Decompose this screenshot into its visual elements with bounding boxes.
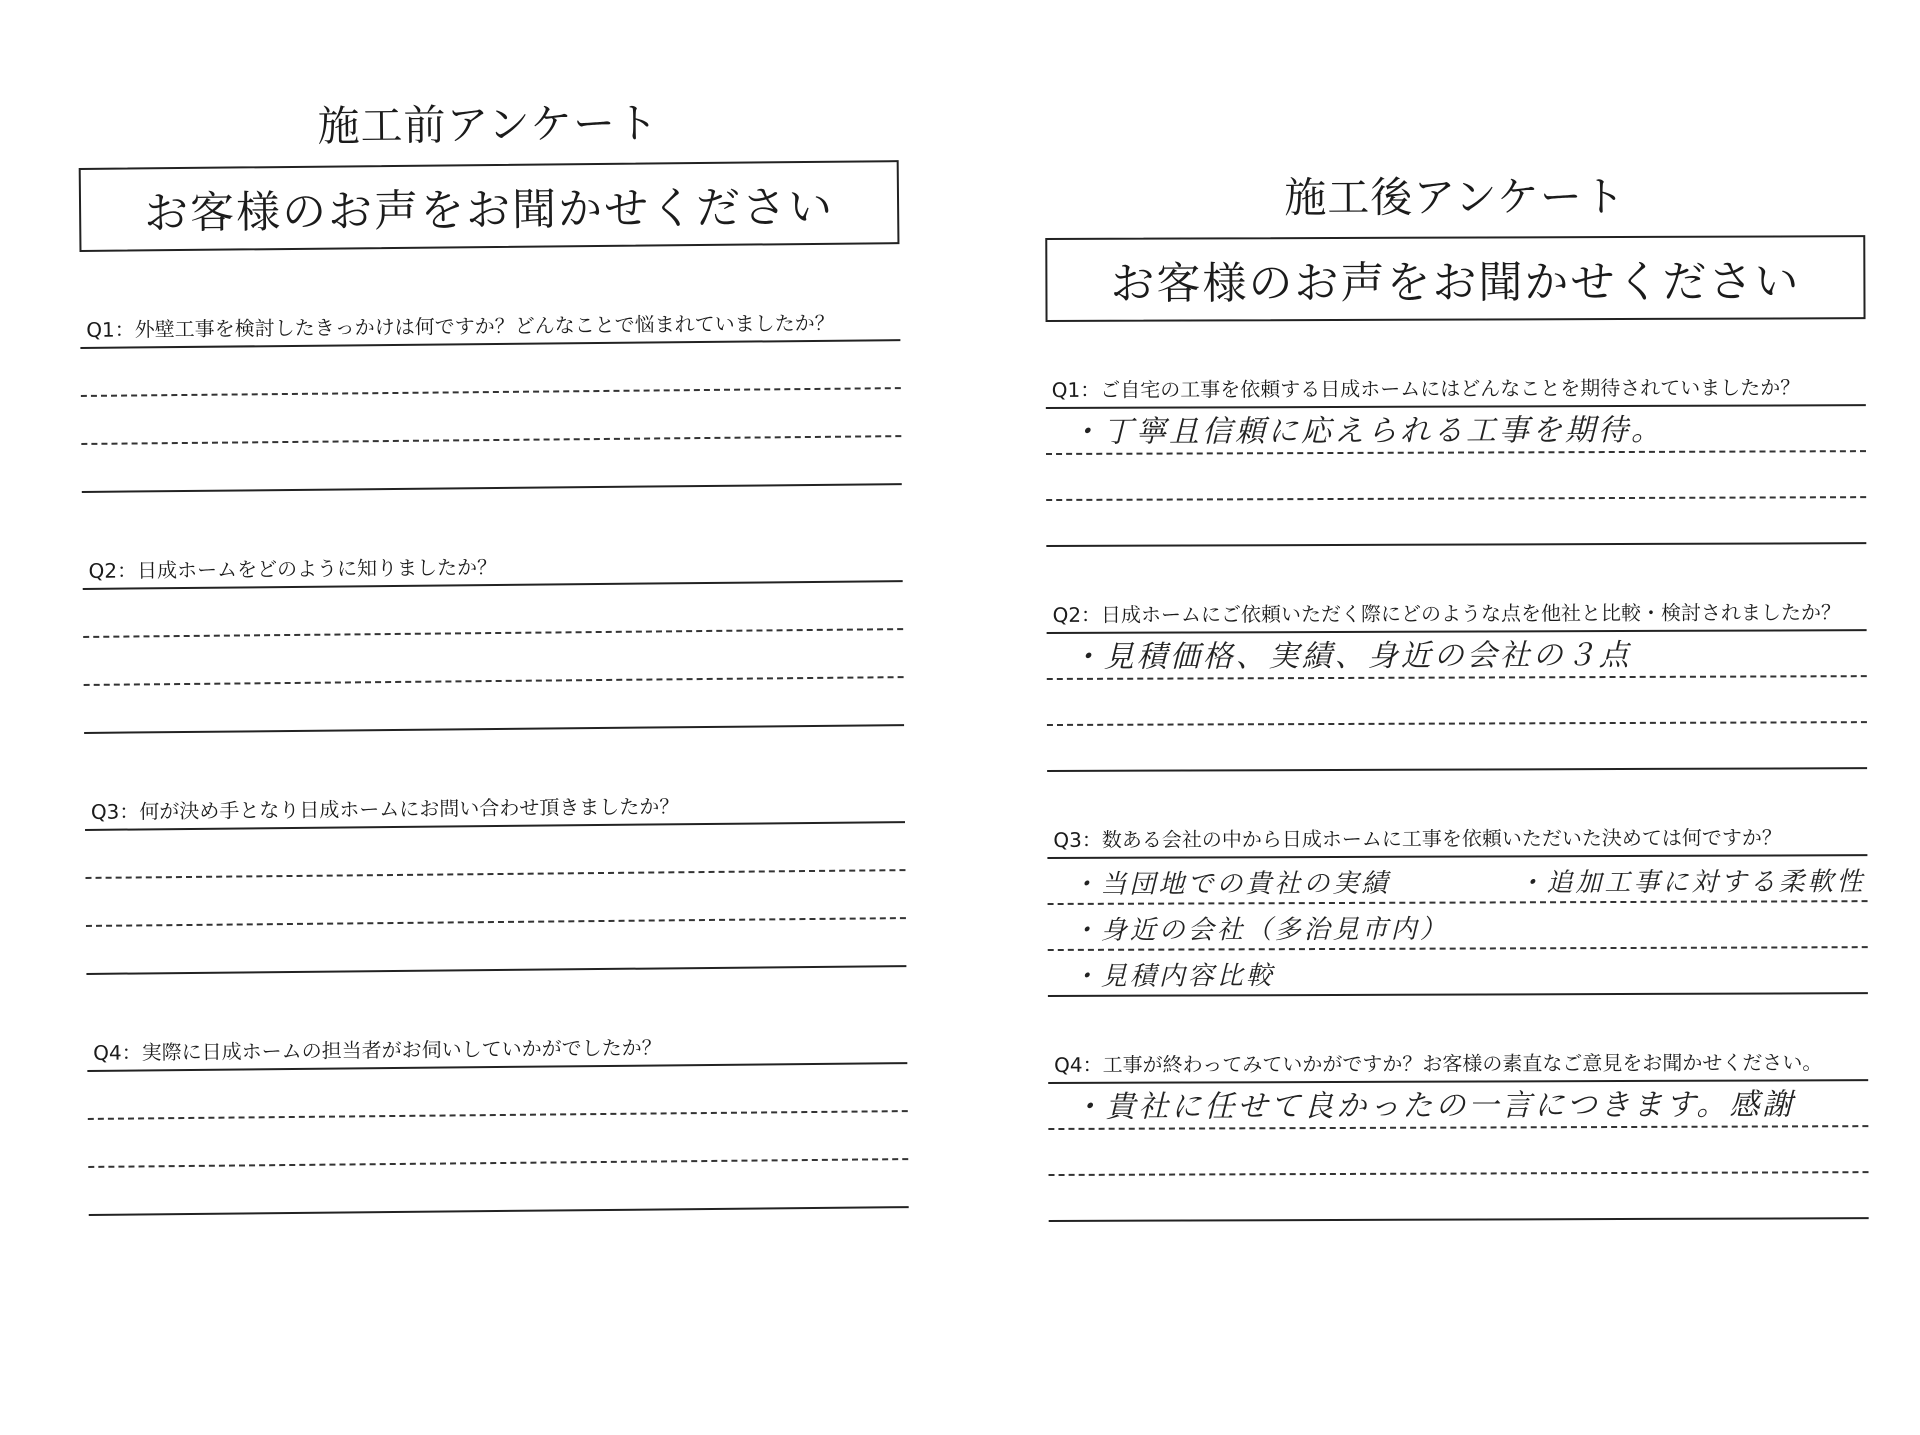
after-question-2: [1047, 596, 1868, 772]
before-question-4: [87, 1029, 909, 1216]
answer-line: [1048, 902, 1868, 951]
answer-line: [85, 823, 905, 879]
after-survey-title: 施工後アンケート: [1284, 171, 1626, 223]
handwritten-answer: ・丁寧且信頼に応えられる工事を期待。: [1069, 412, 1664, 450]
before-question-2: [82, 547, 904, 734]
answer-line: [1049, 1173, 1869, 1222]
answer-line: [83, 630, 903, 686]
after-question-4-label: Q4：工事が終わってみていかがですか？お客様の素直なご意見をお聞かせください。: [1048, 1046, 1868, 1084]
before-question-1-label: Q1：外壁工事を検討したきっかけは何ですか？どんなことで悩まれていましたか？: [80, 306, 900, 349]
answer-line: [87, 1064, 907, 1120]
answer-line: [1047, 677, 1867, 726]
answer-line: [1046, 406, 1866, 455]
handwritten-answer: ・見積内容比較: [1071, 961, 1275, 992]
handwritten-answer: ・追加工事に対する柔軟性: [1517, 867, 1866, 899]
handwritten-answer: ・貴社に任せて良かったの一言につきます。感謝: [1072, 1087, 1796, 1125]
before-header-box: お客様のお声をお聞かせください: [79, 160, 900, 252]
answer-line: [1047, 631, 1867, 680]
answer-line: [1048, 1127, 1868, 1176]
answer-line: [83, 582, 903, 638]
handwritten-answer: ・身近の会社（多治見市内）: [1071, 914, 1449, 946]
answer-line: [1048, 1081, 1868, 1130]
answer-line: [81, 437, 901, 493]
before-question-3: [85, 788, 907, 975]
before-question-1: [80, 306, 902, 493]
answer-line: [86, 919, 906, 975]
after-question-3-label: Q3：数ある会社の中から日成ホームに工事を依頼いただいた決めては何ですか？: [1047, 821, 1867, 859]
before-question-4-label: Q4：実際に日成ホームの担当者がお伺いしていかがでしたか？: [87, 1029, 907, 1072]
answer-line: [88, 1160, 908, 1216]
answer-line: [80, 341, 900, 397]
after-header-box: お客様のお声をお聞かせください: [1045, 235, 1865, 322]
answer-line: [88, 1112, 908, 1168]
answer-line: [81, 389, 901, 445]
before-question-3-label: Q3：何が決め手となり日成ホームにお問い合わせ頂きましたか？: [85, 788, 905, 831]
answer-line: [1046, 498, 1866, 547]
before-question-2-label: Q2：日成ホームをどのように知りましたか？: [82, 547, 902, 590]
after-question-4: [1048, 1046, 1869, 1222]
answer-line: [84, 678, 904, 734]
after-question-3: [1047, 821, 1868, 997]
answer-line: [1047, 723, 1867, 772]
answer-line: [1046, 452, 1866, 501]
handwritten-answer: ・当団地での貴社の実績: [1071, 868, 1391, 900]
after-question-1: [1046, 371, 1867, 547]
before-survey: [78, 88, 909, 1216]
before-survey-title: 施工前アンケート: [317, 98, 660, 151]
answer-line: [1048, 948, 1868, 997]
after-question-1-label: Q1：ご自宅の工事を依頼する日成ホームにはどんなことを期待されていましたか？: [1046, 371, 1866, 409]
answer-line: [1047, 856, 1867, 905]
after-question-2-label: Q2：日成ホームにご依頼いただく際にどのような点を他社と比較・検討されましたか？: [1047, 596, 1867, 634]
handwritten-answer: ・見積価格、実績、身近の会社の３点: [1070, 637, 1632, 675]
after-survey: [1045, 163, 1869, 1222]
answer-line: [86, 871, 906, 927]
